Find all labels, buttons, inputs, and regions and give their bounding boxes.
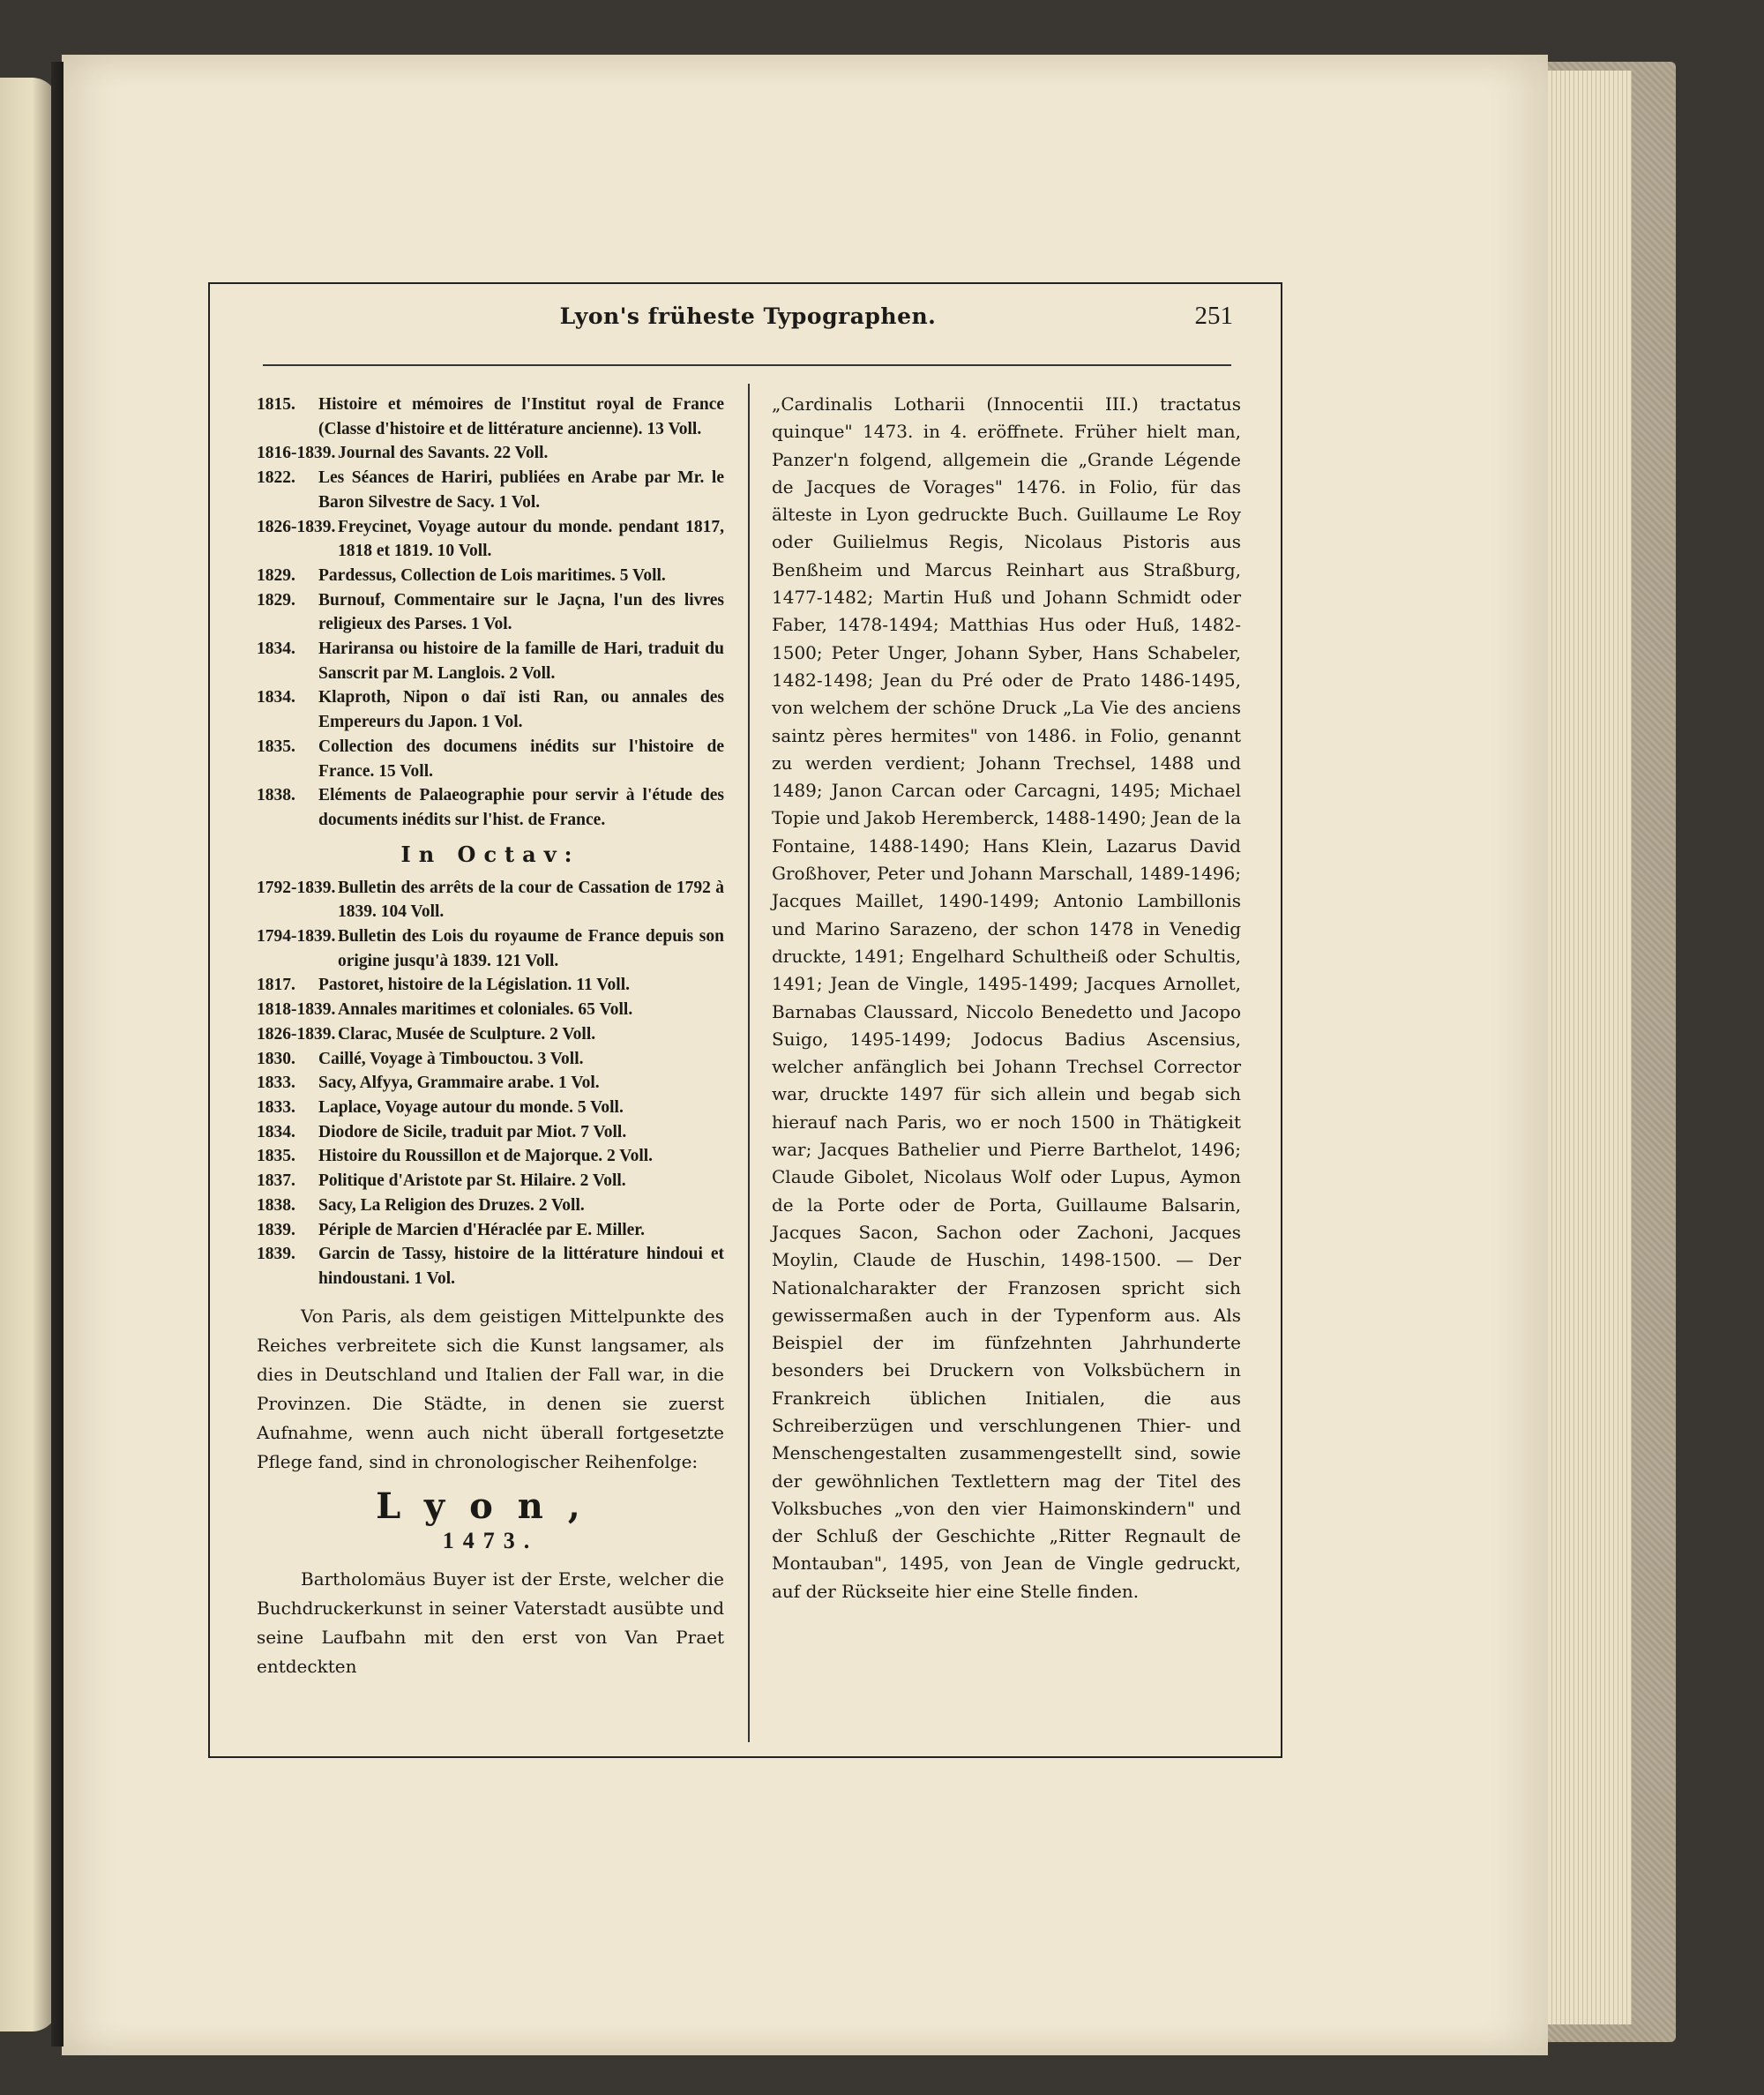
octavo-heading: In Octav: <box>400 841 580 867</box>
publication-entry <box>257 735 724 783</box>
entry-year: 1816-1839. <box>257 444 336 463</box>
entry-title: Freycinet, Voyage autour du monde. pendant 1817, 1818 et 1819. 10 Voll. <box>338 517 724 561</box>
quarto-publication-list <box>257 393 724 833</box>
entry-title: Garcin de Tassy, histoire de la littérature hindoui et hindoustani. 1 Vol. <box>318 1245 724 1288</box>
entry-title: Pardessus, Collection de Lois maritimes. 5 Voll. <box>318 565 666 585</box>
publication-entry <box>257 1169 724 1193</box>
left-column <box>257 393 724 1681</box>
entry-year: 1839. <box>257 1220 295 1239</box>
entry-year: 1815. <box>257 395 295 414</box>
entry-title: Politique d'Aristote par St. Hilaire. 2 Voll. <box>318 1171 626 1191</box>
entry-year: 1835. <box>257 737 295 756</box>
page-block-edges <box>1535 71 1632 2024</box>
entry-title: Bulletin des arrêts de la cour de Cassation de 1792 à 1839. 104 Voll. <box>338 878 724 922</box>
entry-title: Journal des Savants. 22 Voll. <box>338 444 549 463</box>
publication-entry <box>257 998 724 1022</box>
entry-year: 1817. <box>257 976 295 995</box>
entry-title: Burnouf, Commentaire sur le Jaçna, l'un des livres religieux des Parses. 1 Vol. <box>318 590 724 634</box>
entry-year: 1829. <box>257 565 295 585</box>
entry-year: 1838. <box>257 786 295 805</box>
entry-year: 1839. <box>257 1245 295 1264</box>
city-year: 1473. <box>442 1527 539 1553</box>
header-rule <box>263 364 1231 366</box>
publication-entry <box>257 783 724 832</box>
entry-year: 1826-1839. <box>257 1024 336 1044</box>
entry-title: Périple de Marcien d'Héraclée par E. Miller. <box>318 1220 646 1239</box>
publication-entry <box>257 393 724 441</box>
publication-entry <box>257 924 724 973</box>
column-divider <box>748 384 750 1742</box>
publication-entry <box>257 637 724 685</box>
publication-entry <box>257 588 724 637</box>
entry-title: Clarac, Musée de Sculpture. 2 Voll. <box>338 1024 596 1044</box>
entry-title: Collection des documens inédits sur l'histoire de France. 15 Voll. <box>318 737 724 781</box>
publication-entry <box>257 466 724 514</box>
left-page-edge <box>0 78 58 2031</box>
entry-year: 1834. <box>257 1122 295 1141</box>
entry-title: Bulletin des Lois du royaume de France depuis son origine jusqu'à 1839. 121 Voll. <box>338 927 724 970</box>
entry-year: 1818-1839. <box>257 1000 336 1020</box>
entry-year: 1794-1839. <box>257 927 336 946</box>
entry-year: 1834. <box>257 640 295 659</box>
publication-entry <box>257 564 724 588</box>
publication-entry <box>257 1022 724 1047</box>
right-column-text: „Cardinalis Lotharii (Innocentii III.) tractatus quinque" 1473. in 4. eröffnete. Früher hielt man, Panzer'n folgend, allgemein die „Grande Légende de Jacques de Vorages" 1476. in Folio, für das älteste in Lyon gedruckte Buch. Guillaume Le Roy oder Guilielmus Regis, Nicolaus Pistoris aus Benßheim und Marcus Reinhart aus Straßburg, 1477-1482; Martin Huß und Johann Schmidt oder Faber, 1478-1494; Matthias Hus oder Huß, 1482-1500; Peter Unger, Johann Syber, Hans Schabeler, 1482-1498; Jean du Pré oder de Prato 1486-1495, von welchem der schöne Druck „La Vie des anciens saintz pères hermites" von 1486. in Folio, genannt zu werden verdient; Johann Trechsel, 1488 und 1489; Janon Carcan oder Carcagni, 1495; Michael Topie und Jakob Heremberck, 1488-1490; Jean de la Fontaine, 1488-1490; Hans Klein, Lazarus David Großhover, Peter und Johann Marschall, 1489-1496; Jacques Maillet, 1490-1499; Antonio Lambillonis und Marino Sarazeno, der schon 1478 in Venedig druckte, 1491; Engelhard Schultheiß oder Schultis, 1491; Jean de Vingle, 1495-1499; Jacques Arnollet, Barnabas Claussard, Niccolo Benedetto und Jacopo Suigo, 1495-1499; Jodocus Badius Ascensius, welcher anfänglich bei Johann Trechsel Corrector war, druckte 1497 für sich allein und begab sich hierauf nach Paris, wo er noch 1500 in Thätigkeit war; Jacques Bathelier und Pierre Barthelot, 1496; Claude Gibolet, Nicolaus Wolf oder Lupus, Aymon de la Porte oder de Porta, Guillaume Balsarin, Jacques Sacon, Sachon oder Zachoni, Jacques Moylin, Claude de Huschin, 1498-1500. — Der Nationalcharakter der Franzosen spricht sich gewissermaßen auch in der Typenform aus. Als Beispiel der im fünfzehnten Jahrhunderte besonders bei Druckern von Volksbüchern in Frankreich üblichen Initialen, die aus Schreiberzügen und verschlungenen Thier- und Menschengestalten zusammengestellt sind, sowie der gewöhnlichen Textlettern mag der Titel des Volksbuches „von den vier Haimonskindern" und der Schluß der Geschichte „Ritter Regnault de Montauban", 1495, von Jean de Vingle gedruckt, auf der Rückseite hier eine Stelle finden. <box>772 393 1241 1602</box>
entry-title: Sacy, Alfyya, Grammaire arabe. 1 Vol. <box>318 1074 600 1093</box>
publication-entry <box>257 876 724 924</box>
publication-entry <box>257 1047 724 1072</box>
publication-entry <box>257 1218 724 1243</box>
publication-entry <box>257 1242 724 1291</box>
publication-entry <box>257 441 724 466</box>
page-number: 251 <box>1194 302 1233 330</box>
running-head <box>263 300 1233 344</box>
entry-year: 1826-1839. <box>257 517 336 536</box>
entry-year: 1833. <box>257 1074 295 1093</box>
entry-year: 1833. <box>257 1097 295 1117</box>
entry-year: 1792-1839. <box>257 878 336 897</box>
city-heading-lyon: Lyon, <box>376 1485 605 1527</box>
publication-entry <box>257 1120 724 1145</box>
entry-year: 1822. <box>257 468 295 488</box>
entry-title: Annales maritimes et coloniales. 65 Voll. <box>338 1000 633 1020</box>
entry-year: 1834. <box>257 688 295 707</box>
octavo-publication-list <box>257 876 724 1291</box>
entry-title: Histoire et mémoires de l'Institut royal de France (Classe d'histoire et de littérature ancienne). 13 Voll. <box>318 395 724 438</box>
entry-title: Hariransa ou histoire de la famille de Hari, traduit du Sanscrit par M. Langlois. 2 Voll. <box>318 640 724 683</box>
entry-title: Les Séances de Hariri, publiées en Arabe par Mr. le Baron Silvestre de Sacy. 1 Vol. <box>318 468 724 512</box>
entry-title: Diodore de Sicile, traduit par Miot. 7 Voll. <box>318 1122 627 1141</box>
entry-year: 1837. <box>257 1171 295 1191</box>
entry-title: Histoire du Roussillon et de Majorque. 2 Voll. <box>318 1147 654 1166</box>
right-column <box>772 391 1241 1605</box>
publication-entry <box>257 1144 724 1169</box>
publication-entry <box>257 515 724 564</box>
entry-title: Pastoret, histoire de la Législation. 11 Voll. <box>318 976 630 995</box>
entry-year: 1829. <box>257 590 295 610</box>
running-title: Lyon's früheste Typographen. <box>559 303 937 329</box>
publication-entry <box>257 1096 724 1120</box>
publication-entry <box>257 685 724 734</box>
paragraph-provinces: Von Paris, als dem geistigen Mittelpunkte des Reiches verbreitete sich die Kunst langsamer, als dies in Deutschland und Italien der Fall war, in die Provinzen. Die Städte, in denen sie zuerst Aufnahme, wenn auch nicht überall fortgesetzte Pflege fand, sind in chronologischer Reihenfolge: <box>257 1305 724 1472</box>
publication-entry <box>257 973 724 998</box>
entry-title: Klaproth, Nipon o daï isti Ran, ou annales des Empereurs du Japon. 1 Vol. <box>318 688 724 732</box>
entry-year: 1830. <box>257 1049 295 1068</box>
entry-title: Caillé, Voyage à Timbouctou. 3 Voll. <box>318 1049 584 1068</box>
book-gutter <box>51 62 64 2046</box>
entry-title: Laplace, Voyage autour du monde. 5 Voll. <box>318 1097 624 1117</box>
paragraph-buyer: Bartholomäus Buyer ist der Erste, welcher die Buchdruckerkunst in seiner Vaterstadt ausübte und seine Laufbahn mit den erst von Van Praet entdeckten <box>257 1568 724 1677</box>
publication-entry <box>257 1193 724 1218</box>
entry-title: Sacy, La Religion des Druzes. 2 Voll. <box>318 1195 585 1215</box>
publication-entry <box>257 1071 724 1096</box>
entry-year: 1835. <box>257 1147 295 1166</box>
entry-year: 1838. <box>257 1195 295 1215</box>
entry-title: Eléments de Palaeographie pour servir à l'étude des documents inédits sur l'hist. de France. <box>318 786 724 829</box>
